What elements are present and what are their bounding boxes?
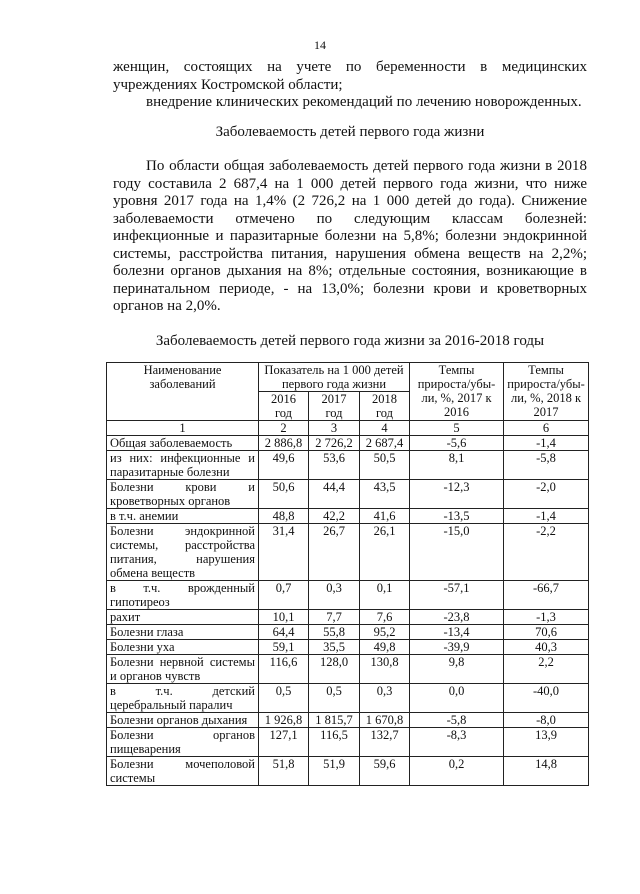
value-2018: 130,8 [360,655,410,684]
rate-2017-2016: 0,0 [410,684,504,713]
table-row [107,684,589,713]
header-year-2018: 2018 год [360,392,410,421]
value-2016: 49,6 [259,451,309,480]
value-2017: 42,2 [309,509,360,524]
header-indicator: Показатель на 1 000 детей первого года жизни [259,363,410,392]
value-2016: 0,5 [259,684,309,713]
incidence-text: По области общая заболеваемость детей первого года жизни в 2018 году составила 2 687,4 на 1 000 детей первого года жизни, что ниже уровня 2017 года на 1,4% (2 726,2 на 1 000 детей до года). Снижение заболеваемости отмечено по следующим классам болезней: инфекционные и паразитарные болезни на 5,8%; болезни эндокринной системы, расстройства питания, нарушения обмена веществ на 2,2%; болезни органов дыхания на 8%; отдельные состояния, возникающие в перинатальном периоде, - на 13,0%; болезни крови и кроветворных органов на 2,0%. [113,158,587,314]
rate-2018-2017: -1,3 [504,610,589,625]
table-row [107,625,589,640]
column-index: 5 [410,421,504,436]
rate-2017-2016: 8,1 [410,451,504,480]
value-2017: 0,5 [309,684,360,713]
header-year-2017: 2017 год [309,392,360,421]
table-title: Заболеваемость детей первого года жизни за 2016-2018 годы [155,333,545,349]
table-row [107,728,589,757]
header-rate-2018-2017: Темпы прироста/убы-ли, %, 2018 к 2017 [504,363,589,421]
value-2018: 132,7 [360,728,410,757]
column-index: 4 [360,421,410,436]
table-row [107,655,589,684]
table-row [107,640,589,655]
value-2017: 7,7 [309,610,360,625]
rate-2017-2016: -23,8 [410,610,504,625]
disease-name: в т.ч. врожденный гипотиреоз [107,581,259,610]
value-2017: 2 726,2 [309,436,360,451]
disease-name: Болезни уха [107,640,259,655]
value-2018: 0,3 [360,684,410,713]
table-row [107,451,589,480]
header-year-2016: 2016 год [259,392,309,421]
intro-line-1: женщин, состоящих на учете по беременности в медицинских [113,59,587,75]
value-2017: 51,9 [309,757,360,786]
value-2018: 50,5 [360,451,410,480]
rate-2018-2017: 2,2 [504,655,589,684]
value-2018: 43,5 [360,480,410,509]
value-2017: 116,5 [309,728,360,757]
header-rate-2017-2016: Темпы прироста/убы-ли, %, 2017 к 2016 [410,363,504,421]
column-index: 1 [107,421,259,436]
value-2018: 0,1 [360,581,410,610]
disease-name: рахит [107,610,259,625]
rate-2018-2017: -8,0 [504,713,589,728]
value-2018: 1 670,8 [360,713,410,728]
rate-2017-2016: 0,2 [410,757,504,786]
rate-2018-2017: -66,7 [504,581,589,610]
value-2016: 127,1 [259,728,309,757]
disease-name: Общая заболеваемость [107,436,259,451]
value-2018: 95,2 [360,625,410,640]
rate-2017-2016: -8,3 [410,728,504,757]
incidence-paragraph [113,158,587,316]
value-2017: 44,4 [309,480,360,509]
rate-2017-2016: 9,8 [410,655,504,684]
rate-2017-2016: -57,1 [410,581,504,610]
value-2016: 59,1 [259,640,309,655]
value-2018: 2 687,4 [360,436,410,451]
disease-name: в т.ч. детский церебральный паралич [107,684,259,713]
column-index: 2 [259,421,309,436]
value-2018: 59,6 [360,757,410,786]
table-row [107,436,589,451]
value-2018: 7,6 [360,610,410,625]
rate-2018-2017: -2,2 [504,524,589,581]
value-2017: 1 815,7 [309,713,360,728]
header-name: Наименование заболеваний [107,363,259,421]
rate-2018-2017: -1,4 [504,436,589,451]
value-2016: 0,7 [259,581,309,610]
rate-2018-2017: -5,8 [504,451,589,480]
rate-2017-2016: -12,3 [410,480,504,509]
value-2016: 51,8 [259,757,309,786]
table-row [107,610,589,625]
column-index: 6 [504,421,589,436]
rate-2018-2017: 14,8 [504,757,589,786]
disease-name: Болезни крови и кроветворных органов [107,480,259,509]
incidence-table [106,362,589,786]
table-row [107,524,589,581]
disease-name: из них: инфекционные и паразитарные болезни [107,451,259,480]
disease-name: Болезни органов дыхания [107,713,259,728]
value-2017: 53,6 [309,451,360,480]
value-2016: 1 926,8 [259,713,309,728]
column-index: 3 [309,421,360,436]
rate-2018-2017: -40,0 [504,684,589,713]
rate-2017-2016: -15,0 [410,524,504,581]
disease-name: в т.ч. анемии [107,509,259,524]
value-2018: 49,8 [360,640,410,655]
table-row [107,757,589,786]
value-2016: 64,4 [259,625,309,640]
table-header-row [107,363,589,392]
value-2016: 48,8 [259,509,309,524]
value-2017: 26,7 [309,524,360,581]
table-body [107,436,589,786]
disease-name: Болезни мочеполовой системы [107,757,259,786]
column-index-row [107,421,589,436]
value-2016: 31,4 [259,524,309,581]
value-2017: 0,3 [309,581,360,610]
rate-2017-2016: -39,9 [410,640,504,655]
page-number: 14 [314,38,326,52]
intro-paragraph [113,59,587,112]
value-2017: 128,0 [309,655,360,684]
value-2018: 26,1 [360,524,410,581]
value-2016: 2 886,8 [259,436,309,451]
rate-2017-2016: -13,5 [410,509,504,524]
rate-2018-2017: -2,0 [504,480,589,509]
value-2016: 116,6 [259,655,309,684]
value-2016: 10,1 [259,610,309,625]
rate-2018-2017: 70,6 [504,625,589,640]
value-2017: 55,8 [309,625,360,640]
table-row [107,713,589,728]
rate-2018-2017: 13,9 [504,728,589,757]
disease-name: Болезни нервной системы и органов чувств [107,655,259,684]
table-row [107,509,589,524]
intro-line-2: учреждениях Костромской области; [113,76,343,93]
value-2017: 35,5 [309,640,360,655]
table-row [107,480,589,509]
disease-name: Болезни органов пищеварения [107,728,259,757]
value-2016: 50,6 [259,480,309,509]
rate-2017-2016: -5,6 [410,436,504,451]
intro-line-3: внедрение клинических рекомендаций по лечению новорожденных. [146,94,582,110]
value-2018: 41,6 [360,509,410,524]
rate-2018-2017: -1,4 [504,509,589,524]
disease-name: Болезни глаза [107,625,259,640]
rate-2017-2016: -13,4 [410,625,504,640]
rate-2017-2016: -5,8 [410,713,504,728]
disease-name: Болезни эндокринной системы, расстройства питания, нарушения обмена веществ [107,524,259,581]
rate-2018-2017: 40,3 [504,640,589,655]
table-row [107,581,589,610]
section-title: Заболеваемость детей первого года жизни [215,124,485,140]
